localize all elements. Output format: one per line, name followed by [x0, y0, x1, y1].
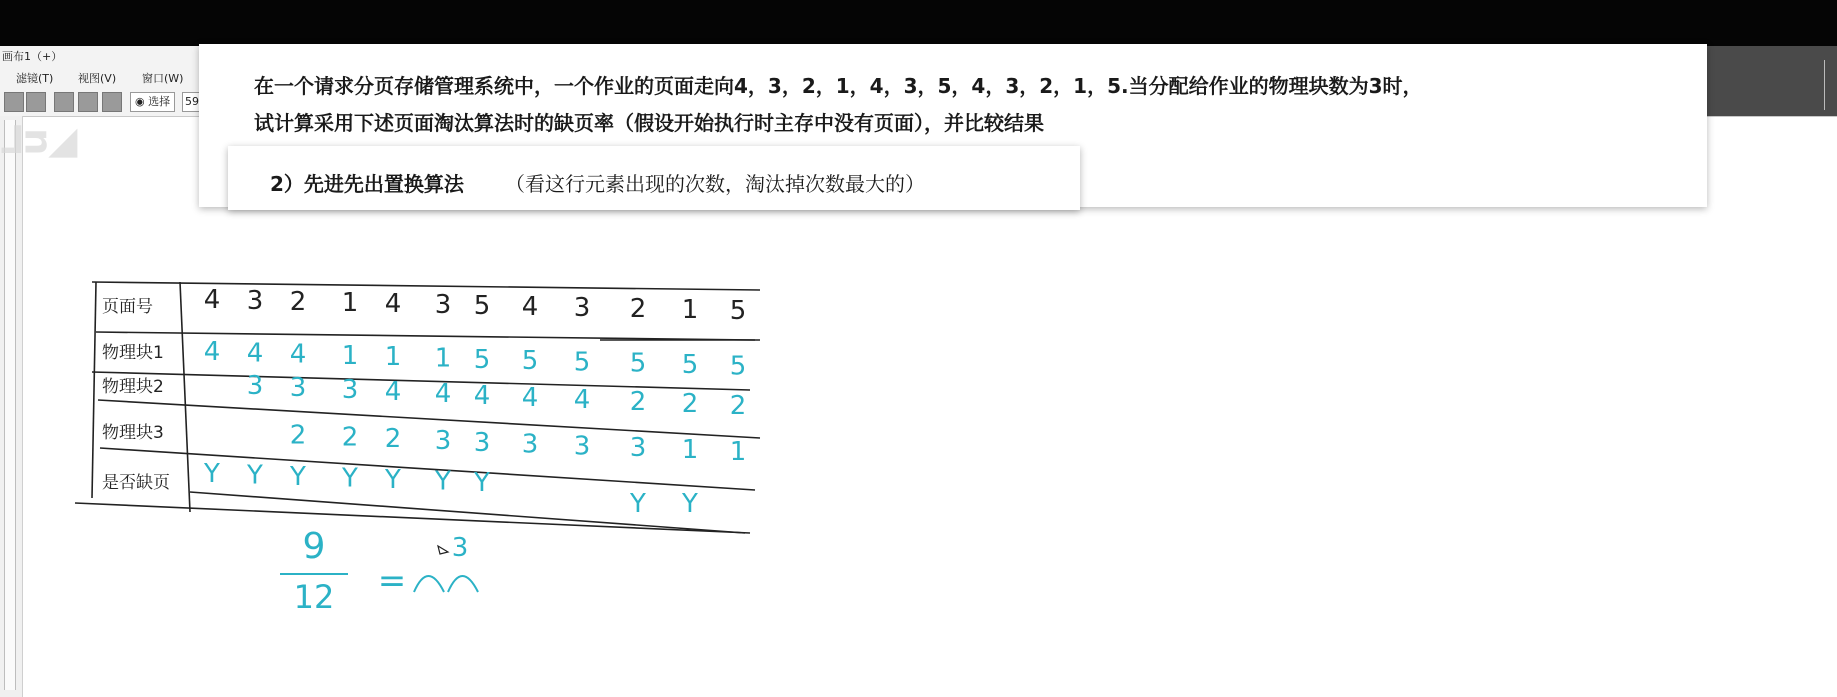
grid-line: [98, 400, 760, 438]
fault-mark: Y: [204, 459, 220, 489]
block1-cell: 4: [289, 339, 307, 370]
block2-cell: 2: [629, 387, 647, 417]
block3-cell: 2: [289, 420, 307, 451]
page-number: 3: [434, 290, 452, 320]
select-label: 选择: [148, 95, 171, 108]
block2-cell: 3: [341, 375, 359, 405]
page-number: 2: [289, 287, 307, 317]
block2-cell: 4: [473, 381, 491, 411]
grid-line: [92, 372, 750, 390]
block3-values: [290, 421, 747, 467]
page-number: 2: [629, 294, 647, 324]
block1-cell: 5: [629, 348, 647, 379]
window-title: 画布1（+）: [2, 50, 63, 63]
percent-scribble: [414, 576, 478, 592]
fault-mark: Y: [342, 463, 358, 494]
page-number: 1: [341, 288, 359, 318]
block2-cell: 4: [573, 385, 591, 415]
grid-line: [96, 332, 755, 340]
subtitle-note: （看这行元素出现的次数，淘汰掉次数最大的）: [505, 172, 925, 196]
grid-line: [100, 448, 755, 490]
page-number: 4: [521, 292, 539, 322]
block3-cell: 1: [681, 435, 699, 465]
watermark-logo: ⅃ᴝ◢: [0, 118, 76, 162]
block1-cell: 5: [473, 344, 491, 375]
result-fraction: [280, 526, 478, 616]
menu-view[interactable]: 视图(V): [78, 72, 117, 85]
block2-cell: 4: [434, 379, 452, 409]
fault-mark: Y: [385, 465, 401, 495]
block3-cell: 3: [573, 431, 591, 462]
block2-cell: 2: [681, 389, 699, 419]
block3-cell: 1: [729, 436, 747, 467]
row-labels: [102, 297, 170, 493]
page-number: 4: [384, 289, 402, 319]
grid-line: [92, 282, 96, 498]
block2-cell: 3: [246, 371, 264, 401]
value-field[interactable]: 59: [182, 92, 202, 112]
grid-line: [180, 282, 190, 512]
block3-cell: 3: [521, 429, 539, 460]
block3-cell: 2: [384, 424, 402, 455]
row-label: 页面号: [102, 297, 153, 317]
fault-mark: Y: [435, 466, 451, 497]
page-number: 4: [203, 285, 221, 315]
fault-mark: Y: [682, 489, 698, 519]
block3-cell: 3: [434, 426, 452, 456]
block2-cell: 2: [729, 391, 747, 421]
row-label: 物理块2: [102, 377, 164, 397]
fault-mark: Y: [290, 462, 306, 492]
block3-cell: 3: [473, 427, 491, 458]
block1-cell: 5: [729, 351, 747, 382]
block1-cell: 5: [573, 347, 591, 378]
row-label: 物理块1: [102, 343, 164, 363]
menu-window[interactable]: 窗口(W): [142, 72, 184, 85]
equals-sign: =: [377, 561, 407, 601]
block1-cell: 1: [434, 343, 452, 374]
page-sequence: [204, 285, 747, 326]
block1-cell: 1: [384, 342, 402, 373]
block1-cell: 5: [681, 350, 699, 380]
page-number: 5: [729, 296, 747, 326]
row-label: 物理块3: [102, 423, 164, 443]
fault-mark: Y: [474, 468, 490, 498]
block3-cell: 2: [341, 422, 359, 453]
block1-values: [204, 337, 747, 381]
block3-cell: 3: [629, 433, 647, 464]
fault-mark: Y: [630, 489, 646, 519]
fraction-numerator: 9: [302, 526, 326, 567]
question-line-1: 在一个请求分页存储管理系统中，一个作业的页面走向4，3，2，1，4，3，5，4，3，2，1，5.当分配给作业的物理块数为3时，: [254, 74, 1423, 98]
block1-cell: 4: [246, 338, 264, 369]
block1-cell: 5: [521, 346, 539, 377]
page-number: 1: [681, 295, 699, 325]
block1-cell: 1: [341, 340, 359, 371]
fault-mark: Y: [247, 460, 263, 491]
block2-cell: 4: [384, 377, 402, 407]
fault-marks: [203, 459, 698, 519]
grid-line: [92, 282, 760, 290]
subtitle: 2）先进先出置换算法: [270, 172, 464, 196]
question-line-2: 试计算采用下述页面淘汰算法时的缺页率（假设开始执行时主存中没有页面），并比较结果: [254, 111, 1044, 135]
block2-cell: 3: [289, 373, 307, 403]
block2-cell: 4: [521, 383, 539, 413]
page-number: 3: [246, 286, 264, 316]
percent-note: 3: [451, 533, 469, 563]
row-label: 是否缺页: [102, 473, 170, 493]
page-number: 3: [573, 293, 591, 323]
pen-cursor-icon: [438, 546, 448, 554]
fraction-denominator: 12: [293, 578, 335, 616]
block1-cell: 4: [203, 337, 221, 367]
eye-icon: ◉: [135, 95, 145, 108]
grid-line: [75, 503, 750, 533]
page-number: 5: [473, 291, 491, 321]
table-grid: [75, 282, 760, 533]
menu-filter[interactable]: 滤镜(T): [16, 72, 54, 85]
